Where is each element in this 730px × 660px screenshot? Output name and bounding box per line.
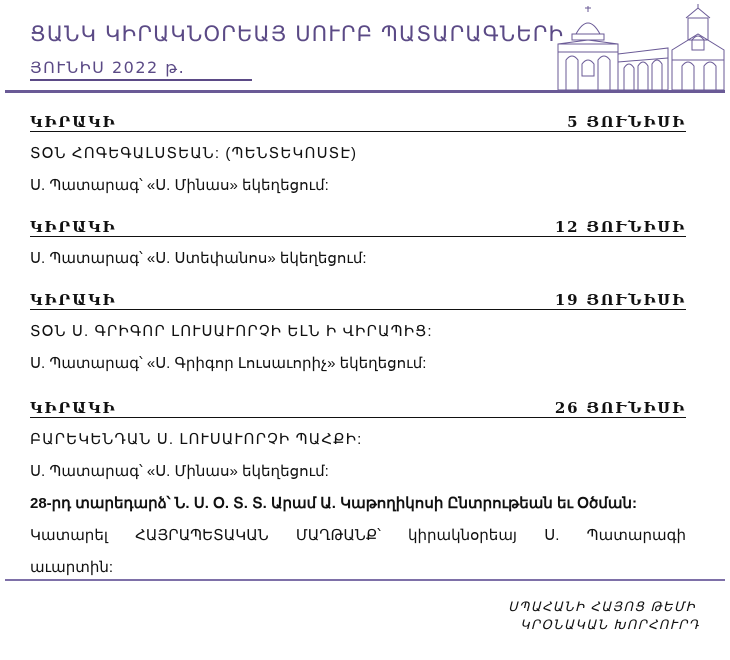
requiem-word: ՄԱՂԹԱՆՔ՝ — [295, 527, 381, 544]
page-subtitle-month: ՅՈՒՆԻՍ 2022 թ. — [30, 58, 186, 77]
header-divider — [5, 90, 725, 93]
requiem-line-end: աւարտին: — [30, 559, 114, 576]
feast-title: ՏՕՆ ՀՈԳԵԳԱԼՍՏԵԱՆ: (ՊԵՆՏԵԿՈՍՏԷ) — [30, 145, 358, 162]
day-label: ԿԻՐԱԿԻ — [30, 113, 117, 131]
day-label: ԿԻՐԱԿԻ — [30, 218, 117, 236]
entry-heading — [30, 288, 686, 310]
entry-heading — [30, 396, 686, 418]
signature-line-diocese: ՍՊԱՀԱՆԻ ՀԱՅՈՑ ԹԵՄԻ — [508, 599, 696, 614]
page-title: ՑԱՆԿ ԿԻՐԱԿՆՕՐԵԱՅ ՍՈՒՐԲ ՊԱՏԱՐԱԳՆԵՐԻ — [30, 22, 565, 46]
church-illustration — [548, 4, 730, 92]
requiem-word: Ս. — [544, 527, 560, 544]
entry-heading — [30, 110, 686, 132]
schedule-list — [30, 110, 686, 597]
subtitle-underline — [30, 79, 252, 81]
requiem-line — [30, 527, 686, 545]
signature-block — [508, 598, 698, 634]
feast-title: ԲԱՐԵԿԵՆԴԱՆ Ս. ԼՈՒՍԱՒՈՐՉԻ ՊԱՀՔԻ: — [30, 431, 363, 448]
requiem-word: ՀԱՅՐԱՊԵՏԱԿԱՆ — [135, 527, 269, 544]
date-label: 12 ՅՈՒՆԻՍԻ — [554, 218, 686, 236]
page-header — [0, 0, 730, 92]
requiem-word: Պատարագի — [586, 527, 686, 544]
feast-title: ՏՕՆ Ս. ԳՐԻԳՈՐ ԼՈՒՍԱՒՈՐՉԻ ԵԼՆ Ի ՎԻՐԱՊԻՑ: — [30, 323, 433, 340]
mass-location: Ս. Պատարագ՝ «Ս. Գրիգոր Լուսաւորիչ» եկեղեցում: — [30, 355, 427, 372]
date-label: 5 ՅՈՒՆԻՍԻ — [567, 113, 686, 131]
requiem-word: Կատարել — [30, 527, 108, 544]
schedule-entry — [30, 396, 686, 577]
schedule-entry — [30, 110, 686, 195]
requiem-word: կիրակնօրեայ — [408, 527, 517, 544]
footer-divider — [5, 579, 725, 581]
mass-location: Ս. Պատարագ՝ «Ս. Մինաս» եկեղեցում: — [30, 463, 329, 480]
day-label: ԿԻՐԱԿԻ — [30, 399, 117, 417]
date-label: 26 ՅՈՒՆԻՍԻ — [554, 399, 686, 417]
mass-location: Ս. Պատարագ՝ «Ս. Ստեփանոս» եկեղեցում: — [30, 250, 367, 267]
day-label: ԿԻՐԱԿԻ — [30, 291, 117, 309]
schedule-entry — [30, 215, 686, 268]
entry-heading — [30, 215, 686, 237]
date-label: 19 ՅՈՒՆԻՍԻ — [554, 291, 686, 309]
anniversary-note: 28-րդ տարեդարձ՝ Ն. Ս. Օ. Տ. Տ. Արամ Ա. Կաթողիկոսի Ընտրութեան եւ Օծման: — [30, 495, 637, 512]
mass-location: Ս. Պատարագ՝ «Ս. Մինաս» եկեղեցում: — [30, 177, 329, 194]
schedule-entry — [30, 288, 686, 373]
signature-line-council: ԿՐՕՆԱԿԱՆ ԽՈՐՀՈՒՐԴ — [520, 617, 700, 632]
